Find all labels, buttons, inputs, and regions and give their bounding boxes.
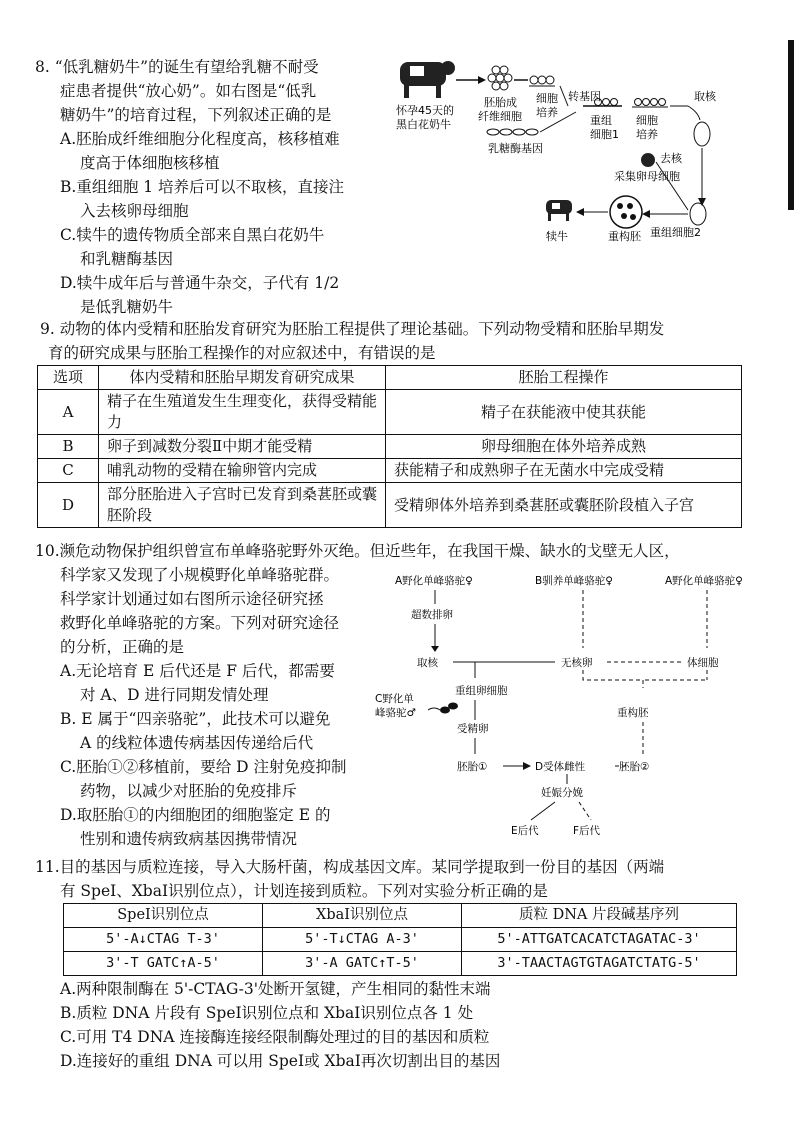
q8-culture-label: 培养: [536, 106, 558, 119]
table-cell-option: B: [38, 435, 99, 459]
q10-take-nucleus-label: 取核: [417, 657, 438, 669]
table-cell-result: 部分胚胎进入子宫时已发育到桑葚胚或囊胚阶段: [99, 483, 386, 528]
fibroblast-cluster-icon: [488, 66, 512, 90]
table-cell-operation: 精子在获能液中使其获能: [386, 390, 742, 435]
table-row: [38, 459, 742, 483]
q10-stem-line: 的分析，正确的是: [60, 638, 185, 656]
table-cell-operation: 获能精子和成熟卵子在无菌水中完成受精: [386, 459, 742, 483]
culture2-cells-icon: [632, 99, 668, 108]
table-cell-operation: 受精卵体外培养到桑葚胚或囊胚阶段植入子宫: [386, 483, 742, 528]
table-header: XbaI识别位点: [263, 904, 462, 928]
table-header: 胚胎工程操作: [386, 366, 742, 390]
q8-option-d: D.犊牛成年后与普通牛杂交，子代有 1/2: [60, 274, 340, 292]
table-cell-operation: 卵母细胞在体外培养成熟: [386, 435, 742, 459]
q8-calf-label: 犊牛: [546, 230, 568, 243]
q8-option-c-cont: 和乳糖酶基因: [80, 250, 174, 268]
cell-culture-icon: [529, 76, 555, 86]
table-cell: 5'-A↓CTAG T-3': [64, 928, 263, 952]
q10-diagram: [355, 570, 765, 840]
table-header: 质粒 DNA 片段碱基序列: [462, 904, 737, 928]
table-row: [38, 390, 742, 435]
table-header-row: [38, 366, 742, 390]
table-row: [38, 483, 742, 528]
calf-icon: [546, 200, 572, 221]
q8-option-a: A.胚胎成纤维细胞分化程度高，核移植难: [60, 130, 340, 148]
table-header: 选项: [38, 366, 99, 390]
q8-recomb1-label: 细胞1: [590, 128, 619, 141]
q8-gene-label: 乳糖酶基因: [488, 142, 543, 155]
q10-stem-line: 科学家计划通过如右图所示途径研究拯: [60, 590, 324, 608]
q10-option-c-cont: 药物，以减少对胚胎的免疫排斥: [80, 782, 298, 800]
table-cell: 3'-A GATC↑T-5': [263, 952, 462, 976]
q8-option-c: C.犊牛的遗传物质全部来自黑白花奶牛: [60, 226, 325, 244]
q8-option-b: B.重组细胞 1 培养后可以不取核，直接注: [60, 178, 345, 196]
q10-a-label: A野化单峰骆驼♀: [395, 575, 473, 587]
table-cell-result: 哺乳动物的受精在输卵管内完成: [99, 459, 386, 483]
q10-stem-line: 救野化单峰骆驼的方案。下列对研究途径: [60, 614, 340, 632]
table-cell-option: D: [38, 483, 99, 528]
q10-option-d-cont: 性别和遗传病致病基因携带情况: [80, 830, 298, 848]
q10-fert-egg-label: 受精卵: [457, 723, 489, 735]
q8-diagram: [388, 50, 768, 250]
q10-embryo1-label: 胚胎①: [457, 761, 488, 773]
q10-option-b: B. E 属于“四亲骆驼”，此技术可以避免: [60, 710, 331, 728]
q11-option-a: A.两种限制酶在 5'-CTAG-3'处断开氢键，产生相同的黏性末端: [60, 980, 491, 998]
q10-stem-line: 10.濒危动物保护组织曾宣布单峰骆驼野外灭绝。但近些年，在我国干燥、缺水的戈壁无人区，: [35, 542, 680, 560]
q9-stem-line: 育的研究成果与胚胎工程操作的对应叙述中，有错误的是: [48, 344, 436, 362]
table-cell-option: C: [38, 459, 99, 483]
q10-c-male-label: 峰骆驼♂: [375, 707, 416, 719]
q10-e-offspring-label: E后代: [511, 825, 539, 837]
q8-stem-line: 糖奶牛”的培育过程，下列叙述正确的是: [60, 106, 332, 124]
reconstructed-embryo-icon: [610, 196, 642, 228]
q8-denucleate-label: 去核: [660, 152, 682, 165]
q11-option-d: D.连接好的重组 DNA 可以用 SpeI或 XbaI再次切割出目的基因: [60, 1052, 501, 1070]
table-header-row: [64, 904, 737, 928]
recomb-cell2-icon: [690, 203, 706, 225]
q10-somatic-label: 体细胞: [687, 657, 719, 669]
q8-fibro-label: 纤维细胞: [478, 110, 522, 123]
q10-superovulation-label: 超数排卵: [411, 609, 453, 621]
q10-f-offspring-label: F后代: [573, 825, 601, 837]
q11-table: [63, 903, 737, 976]
q9-stem-line: 9. 动物的体内受精和胚胎发育研究为胚胎工程提供了理论基础。下列动物受精和胚胎早期发: [40, 320, 665, 338]
q8-option-b-cont: 入去核卵母细胞: [80, 202, 189, 220]
q10-option-d: D.取胚胎①的内细胞团的细胞鉴定 E 的: [60, 806, 331, 824]
table-row: [64, 928, 737, 952]
nucleus-drop-icon: [694, 122, 710, 146]
q10-option-b-cont: A 的线粒体遗传病基因传递给后代: [80, 734, 314, 752]
q10-birth-label: 妊娠分娩: [541, 787, 583, 799]
q11-option-b: B.质粒 DNA 片段有 SpeI识别位点和 XbaI识别位点各 1 处: [60, 1004, 474, 1022]
q10-embryo2-label: 胚胎②: [619, 761, 650, 773]
q10-recipient-label: D受体雌性: [535, 761, 586, 773]
table-cell: 5'-T↓CTAG A-3': [263, 928, 462, 952]
q8-recomb2-label: 重组细胞2: [650, 226, 701, 239]
table-row: [38, 435, 742, 459]
dairy-cow-icon: [400, 61, 455, 98]
q8-stem-line: 8. “低乳糖奶牛”的诞生有望给乳糖不耐受: [35, 58, 319, 76]
scan-edge-bar: [788, 40, 794, 210]
q8-culture2-label: 细胞: [636, 114, 658, 127]
q8-option-d-cont: 是低乳糖奶牛: [80, 298, 174, 316]
gene-icon: [487, 129, 538, 135]
q10-c-male-label: C野化单: [375, 693, 414, 705]
q10-option-c: C.胚胎①②移植前，要给 D 注射免疫抑制: [60, 758, 347, 776]
oocyte-icon: [641, 153, 655, 167]
q9-table: [37, 365, 742, 528]
table-header: SpeI识别位点: [64, 904, 263, 928]
q8-transfer-label: 转基因: [568, 90, 601, 103]
q11-stem-line: 11.目的基因与质粒连接，导入大肠杆菌，构成基因文库。某同学提取到一份目的基因（两端: [35, 858, 665, 876]
table-row: [64, 952, 737, 976]
table-cell: 3'-T GATC↑A-5': [64, 952, 263, 976]
q8-stem-line: 症患者提供“放心奶”。如右图是“低乳: [60, 82, 317, 100]
q8-cow-label: 黑白花奶牛: [396, 118, 451, 131]
q11-option-c: C.可用 T4 DNA 连接酶连接经限制酶处理过的目的基因和质粒: [60, 1028, 490, 1046]
q10-option-a-cont: 对 A、D 进行同期发情处理: [80, 686, 269, 704]
q10-enucleated-label: 无核卵: [561, 657, 593, 669]
q8-embryo-label: 重构胚: [608, 230, 641, 243]
table-cell-result: 卵子到减数分裂Ⅱ中期才能受精: [99, 435, 386, 459]
q10-stem-line: 科学家又发现了小规模野化单峰骆驼群。: [60, 566, 340, 584]
q8-fibro-label: 胚胎成: [484, 96, 517, 109]
q8-recomb1-label: 重组: [590, 114, 612, 127]
q10-option-a: A.无论培育 E 后代还是 F 后代，都需要: [60, 662, 335, 680]
table-cell: 3'-TAACTAGTGTAGATCTATG-5': [462, 952, 737, 976]
q8-culture2-label: 培养: [636, 128, 658, 141]
sperm-icon: [428, 703, 458, 714]
q8-take-nucleus-label: 取核: [694, 90, 716, 103]
q8-culture-label: 细胞: [536, 92, 558, 105]
q10-b-label: B驯养单峰骆驼♀: [535, 575, 613, 587]
q10-recomb-egg-label: 重组卵细胞: [455, 685, 508, 697]
table-header: 体内受精和胚胎早期发育研究成果: [99, 366, 386, 390]
q8-cow-label: 怀孕45天的: [396, 104, 454, 117]
table-cell: 5'-ATTGATCACATCTAGATAC-3': [462, 928, 737, 952]
q8-option-a-cont: 度高于体细胞核移植: [80, 154, 220, 172]
q10-recomb-embryo-label: 重构胚: [617, 707, 649, 719]
q11-stem-line: 有 SpeI、XbaI识别位点），计划连接到质粒。下列对实验分析正确的是: [60, 882, 548, 900]
table-cell-result: 精子在生殖道发生生理变化，获得受精能力: [99, 390, 386, 435]
q8-oocyte-label: 采集卵母细胞: [614, 170, 680, 183]
table-cell-option: A: [38, 390, 99, 435]
q10-c-top-label: A野化单峰骆驼♀: [665, 575, 743, 587]
